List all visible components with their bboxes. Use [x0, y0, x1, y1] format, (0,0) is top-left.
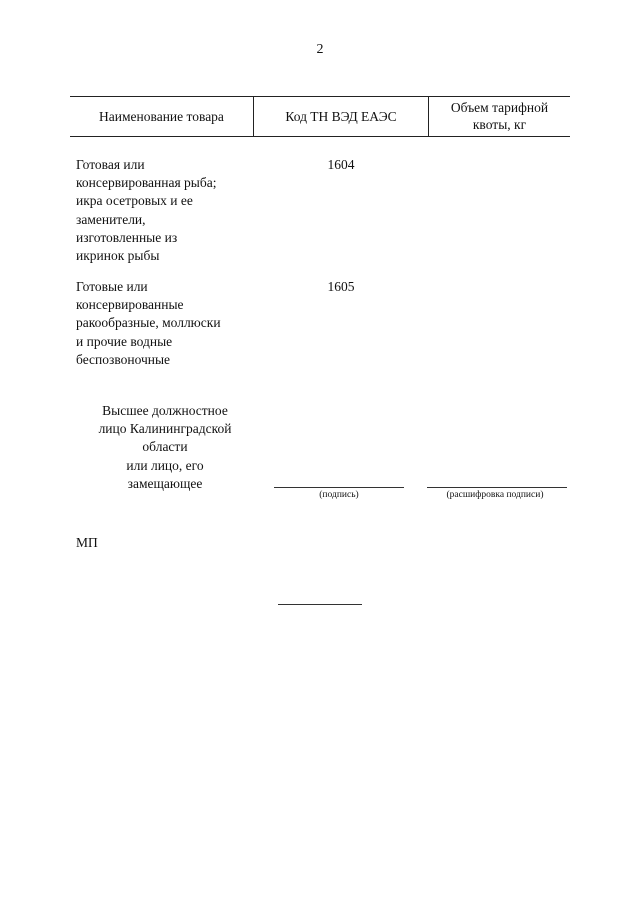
name-line: заменители, — [76, 211, 146, 227]
official-title — [70, 402, 260, 493]
signature-decoding-caption: (расшифровка подписи) — [446, 490, 544, 500]
name-line: консервированная рыба; — [76, 175, 217, 191]
official-line: замещающее — [127, 475, 203, 491]
name-line: и прочие водные — [76, 333, 173, 349]
page-number: 2 — [316, 42, 324, 57]
row-tnved-code: 1605 — [327, 279, 355, 294]
signature-line — [274, 487, 404, 488]
row-tnved-code: 1604 — [327, 157, 355, 172]
end-of-document-line — [278, 604, 362, 605]
name-line: беспозвоночные — [76, 351, 171, 367]
name-line: икринок рыбы — [76, 248, 160, 264]
name-line: консервированные — [76, 297, 184, 313]
header-tnved-code: Код ТН ВЭД ЕАЭС — [285, 108, 397, 124]
name-line: икра осетровых и ее — [76, 193, 193, 209]
row-product-name — [76, 278, 252, 369]
official-line: области — [142, 439, 188, 455]
table-header-rule — [70, 136, 570, 137]
signature-decoding-line — [427, 487, 567, 488]
header-product-name: Наименование товара — [99, 108, 224, 124]
name-line: изготовленные из — [76, 229, 178, 245]
name-line: Готовые или — [76, 279, 148, 294]
header-quota-volume: Объем тарифной квоты, кг — [450, 100, 549, 132]
name-line: Готовая или — [76, 157, 145, 172]
signature-caption: (подпись) — [319, 490, 359, 500]
stamp-label: МП — [76, 535, 98, 550]
name-line: ракообразные, моллюски — [76, 315, 221, 331]
row-product-name — [76, 156, 252, 265]
official-line: лицо Калининградской — [98, 421, 232, 437]
official-line: или лицо, его — [126, 457, 204, 473]
official-line: Высшее должностное — [102, 403, 228, 418]
